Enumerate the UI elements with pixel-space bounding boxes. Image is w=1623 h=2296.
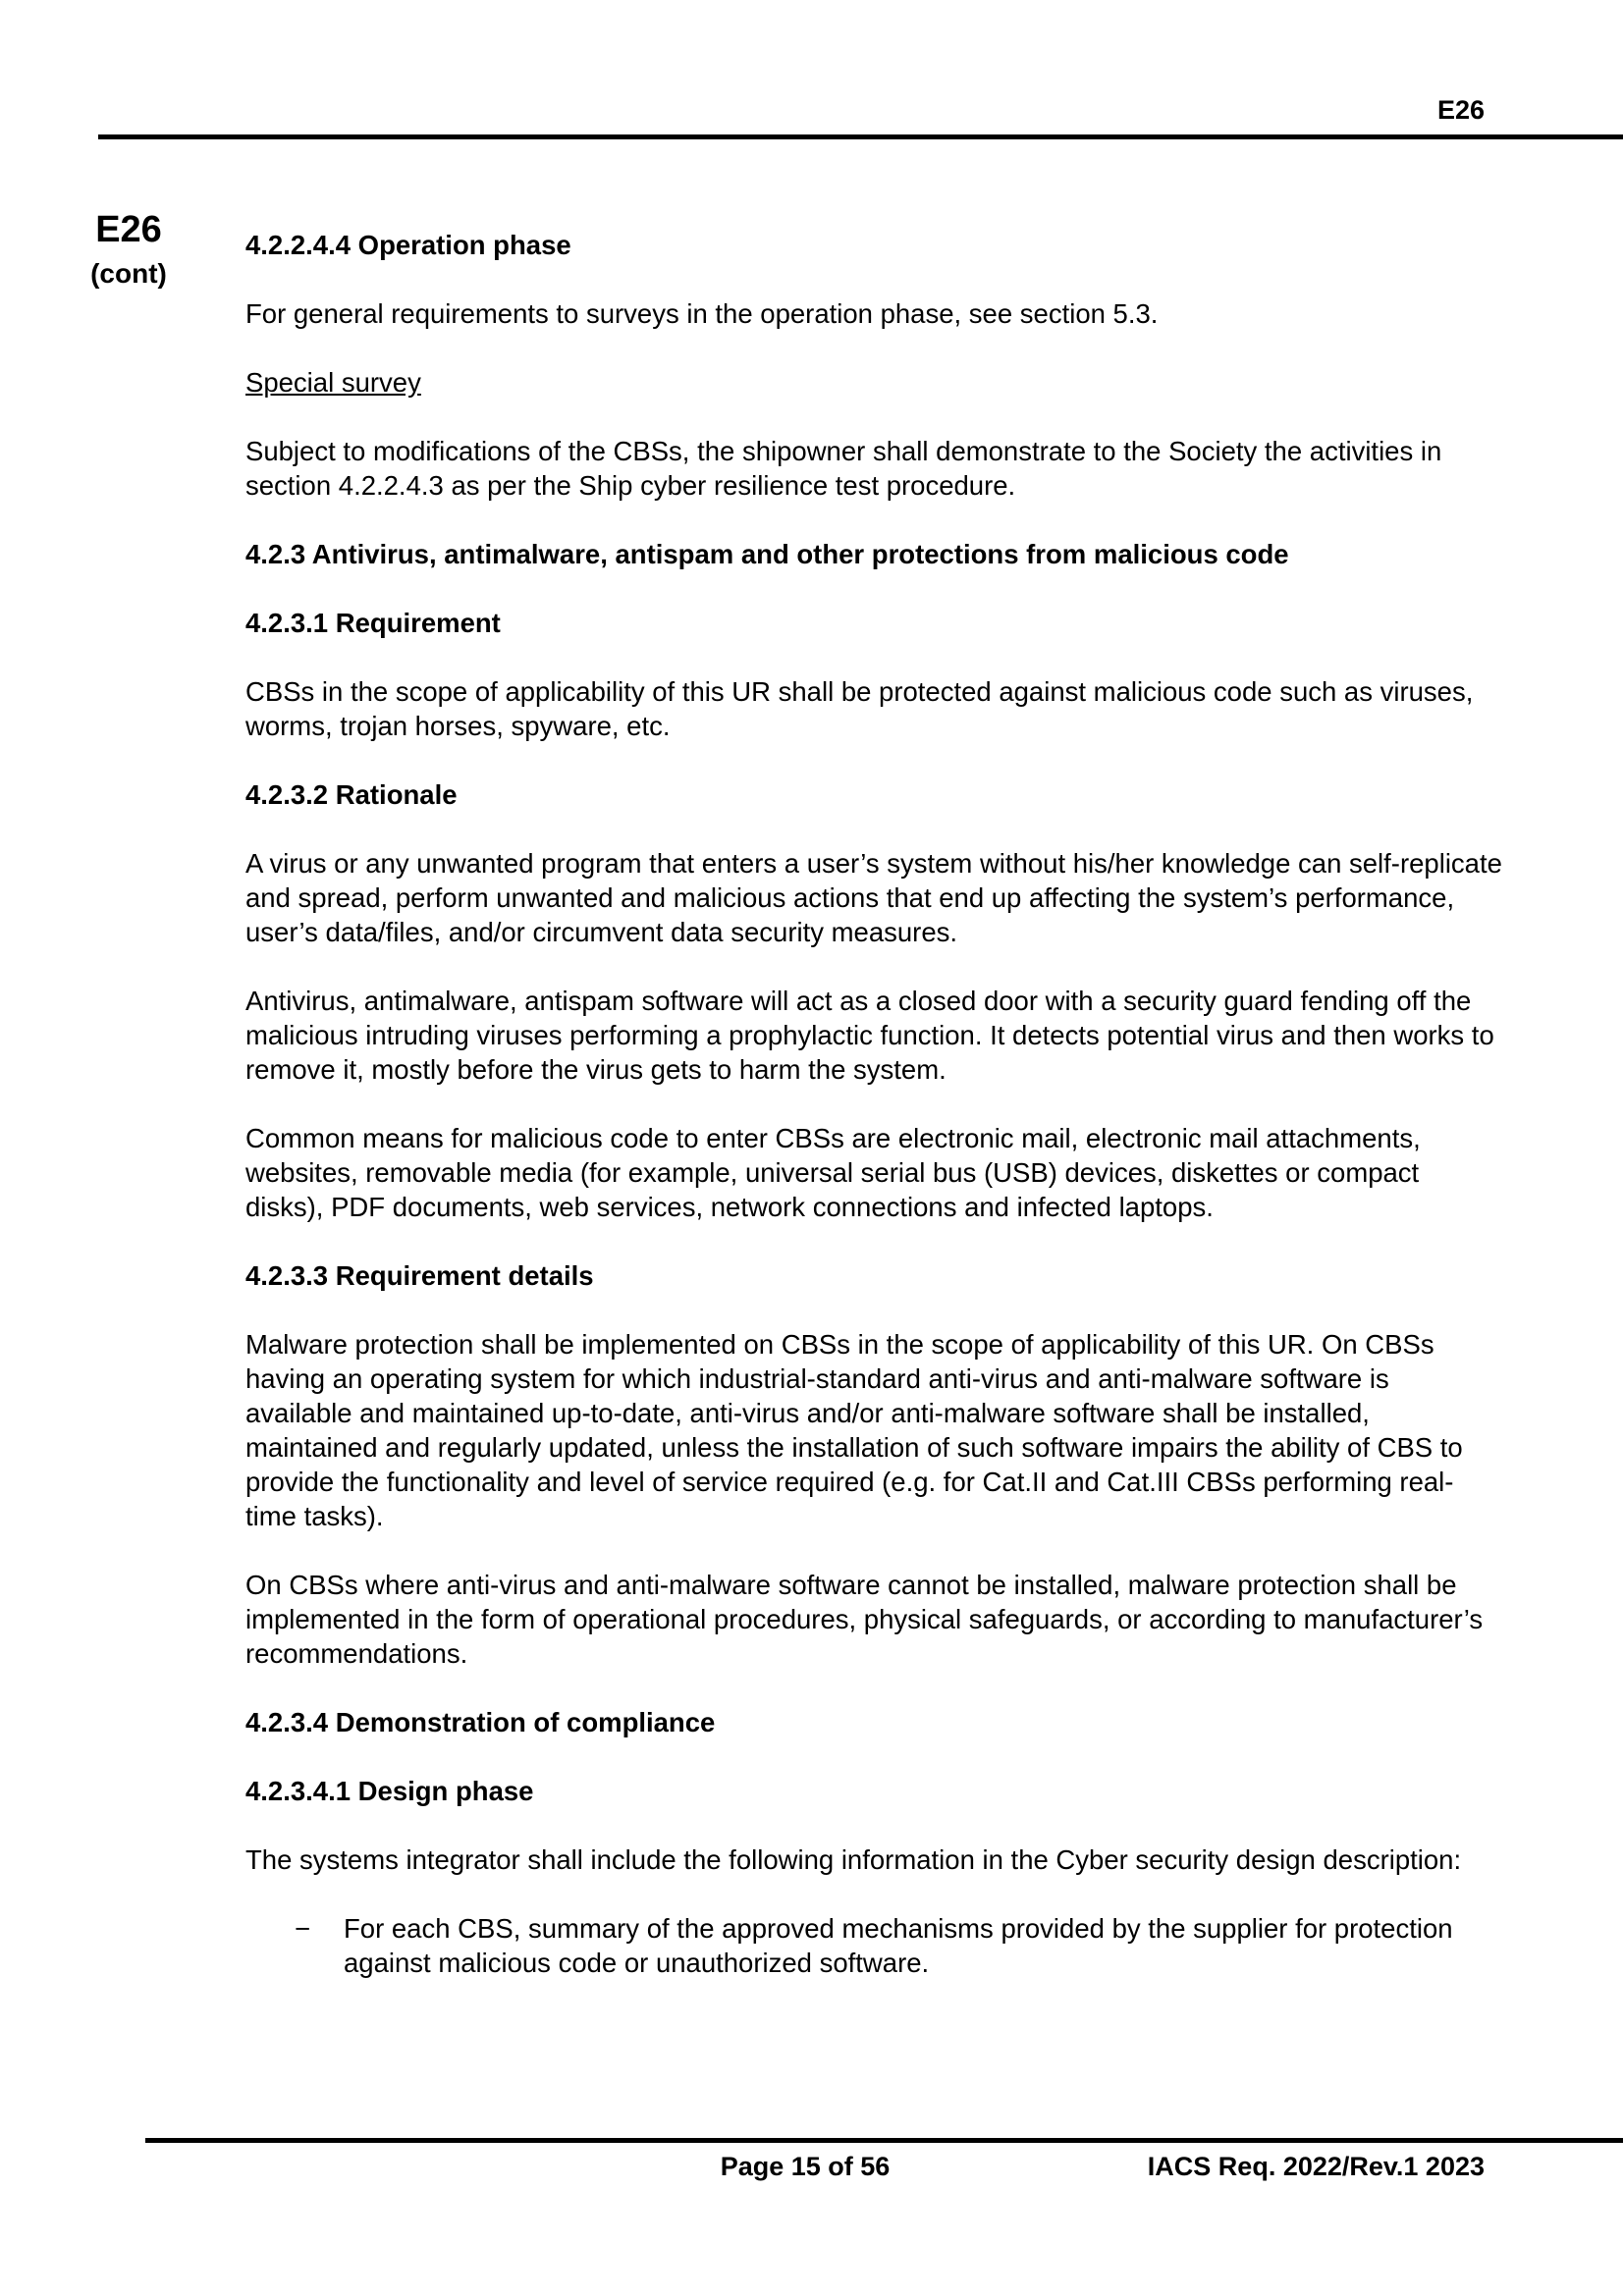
paragraph: Common means for malicious code to enter CBSs are electronic mail, electronic mail attachments, websites, removable media (for example, universal serial bus (USB) devices, diskettes or compact disks), PDF documents, web services, network connections and infected laptops.: [245, 1123, 1421, 1222]
page-number: Page 15 of 56: [720, 2152, 891, 2181]
section-heading: 4.2.3.1 Requirement: [245, 608, 501, 638]
list-item: [295, 1911, 1502, 1980]
section-heading: 4.2.3 Antivirus, antimalware, antispam and other protections from malicious code: [245, 539, 1289, 569]
section-heading: 4.2.3.3 Requirement details: [245, 1260, 594, 1291]
section-heading: 4.2.3.2 Rationale: [245, 779, 458, 810]
section-heading: 4.2.3.4 Demonstration of compliance: [245, 1707, 716, 1737]
paragraph: A virus or any unwanted program that enters a user’s system without his/her knowledge can self-replicate and spread, perform unwanted and malicious actions that end up affecting the system’s performance, user’s data/files, and/or circumvent data security measures.: [245, 848, 1502, 947]
paragraph: On CBSs where anti-virus and anti-malware software cannot be installed, malware protection shall be implemented in the form of operational procedures, physical safeguards, or according to manufacturer’s recommendations.: [245, 1570, 1484, 1669]
paragraph: Subject to modifications of the CBSs, the shipowner shall demonstrate to the Society the activities in section 4.2.2.4.3 as per the Ship cyber resilience test procedure.: [245, 436, 1442, 501]
margin-cont-label: (cont): [90, 258, 167, 289]
section-heading: 4.2.3.4.1 Design phase: [245, 1776, 534, 1806]
paragraph: Antivirus, antimalware, antispam software will act as a closed door with a security guard fending off the malicious intruding viruses performing a prophylactic function. It detects potential virus and then works to remove it, mostly before the virus gets to harm the system.: [245, 986, 1494, 1085]
paragraph: The systems integrator shall include the following information in the Cyber security design description:: [245, 1844, 1462, 1875]
subheading-special-survey: Special survey: [245, 367, 421, 398]
footer-rule: [145, 2138, 1623, 2143]
document-reference: IACS Req. 2022/Rev.1 2023: [1147, 2152, 1485, 2181]
paragraph: CBSs in the scope of applicability of this UR shall be protected against malicious code such as viruses, worms, trojan horses, spyware, etc.: [245, 676, 1474, 741]
paragraph: For general requirements to surveys in the operation phase, see section 5.3.: [245, 298, 1159, 329]
paragraph: Malware protection shall be implemented on CBSs in the scope of applicability of this UR. On CBSs having an operating system for which industrial-standard anti-virus and anti-malware software is available and maintained up-to-date, anti-virus and/or anti-malware software shall be installed, maintained and regularly updated, unless the installation of such software impairs the ability of CBS to provide the functionality and level of service required (e.g. for Cat.II and Cat.III CBSs performing real-time tasks).: [245, 1329, 1463, 1531]
section-heading: 4.2.2.4.4 Operation phase: [245, 230, 571, 260]
bullet-dash: −: [295, 1913, 311, 1944]
header-rule: [98, 134, 1623, 139]
header-doc-id: E26: [1436, 95, 1485, 125]
margin-doc-id: E26: [95, 209, 162, 250]
list-item-text: For each CBS, summary of the approved mechanisms provided by the supplier for protection against malicious code or unauthorized software.: [344, 1913, 1453, 1978]
page-content: [245, 228, 1502, 1980]
